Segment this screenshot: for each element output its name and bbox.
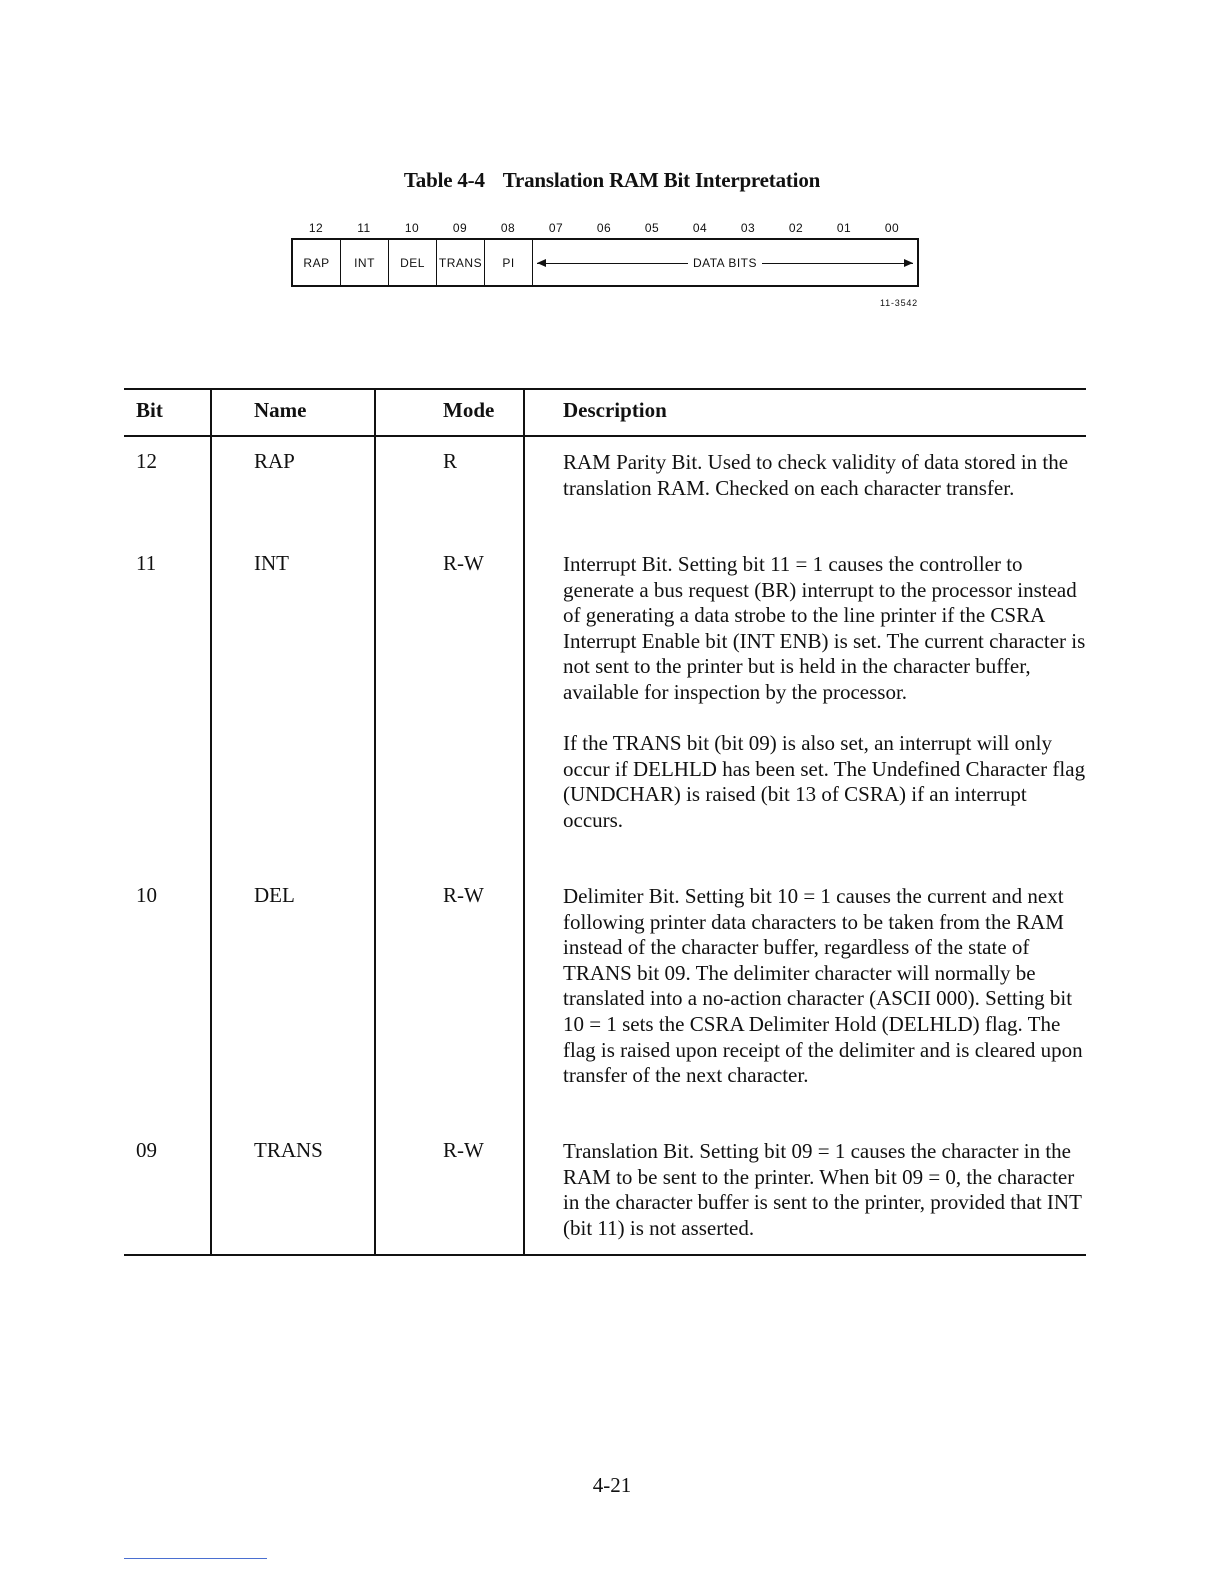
bit-number: 03 xyxy=(740,221,756,235)
register-field-int: INT xyxy=(341,240,389,285)
table-caption: Translation RAM Bit Interpretation xyxy=(502,168,821,192)
register-field-data-bits xyxy=(533,240,917,285)
bit-number: 05 xyxy=(644,221,660,235)
row-description xyxy=(563,450,1087,501)
bit-number: 09 xyxy=(452,221,468,235)
row-mode: R-W xyxy=(443,883,484,907)
header-mode: Mode xyxy=(443,398,495,422)
register-field-trans: TRANS xyxy=(437,240,485,285)
row-mode: R xyxy=(443,449,458,473)
description-paragraph: Interrupt Bit. Setting bit 11 = 1 causes the controller to generate a bus request (BR) interrupt to the processor instead of generating a data strobe to the line printer if the CSRA Interrupt Enable bit (INT ENB) is set. The current character is not sent to the printer but is held in the character buffer, available for inspection by the processor. xyxy=(563,552,1086,704)
row-description xyxy=(563,552,1087,834)
register-field-pi: PI xyxy=(485,240,533,285)
description-paragraph: Delimiter Bit. Setting bit 10 = 1 causes the current and next following printer data characters to be taken from the RAM instead of the character buffer, regardless of the state of TRANS bit 09. The delimiter character will normally be translated into a no-action character (ASCII 000). Setting bit 10 = 1 sets the CSRA Delimiter Hold (DELHLD) flag. The flag is raised upon receipt of the delimiter and is cleared upon transfer of the next character. xyxy=(563,884,1083,1088)
register-diagram xyxy=(291,238,919,287)
figure-id: 11-3542 xyxy=(880,298,918,308)
bit-number: 12 xyxy=(308,221,324,235)
description-paragraph: RAM Parity Bit. Used to check validity of data stored in the translation RAM. Checked on each character transfer. xyxy=(563,450,1069,500)
bit-number: 11 xyxy=(357,221,371,235)
row-name: TRANS xyxy=(254,1138,323,1162)
description-paragraph: Translation Bit. Setting bit 09 = 1 causes the character in the RAM to be sent to the printer. When bit 09 = 0, the character in the character buffer is sent to the printer, provided that INT (bit 11) is not asserted. xyxy=(563,1139,1082,1240)
footer-rule xyxy=(124,1558,267,1559)
bit-number: 02 xyxy=(788,221,804,235)
bit-number: 04 xyxy=(692,221,708,235)
bit-number: 00 xyxy=(884,221,900,235)
bit-interpretation-table xyxy=(124,388,1086,1256)
column-divider xyxy=(523,390,525,1254)
bit-number: 06 xyxy=(596,221,612,235)
row-mode: R-W xyxy=(443,1138,484,1162)
row-description xyxy=(563,884,1087,1089)
row-bit: 12 xyxy=(136,449,157,473)
table-number: Table 4-4 xyxy=(403,168,485,192)
column-divider xyxy=(210,390,212,1254)
bit-number: 07 xyxy=(548,221,564,235)
row-name: RAP xyxy=(254,449,295,473)
row-name: DEL xyxy=(254,883,295,907)
header-name: Name xyxy=(254,398,307,422)
bit-number: 08 xyxy=(500,221,516,235)
register-field-del: DEL xyxy=(389,240,437,285)
header-description: Description xyxy=(563,398,667,422)
row-name: INT xyxy=(254,551,289,575)
row-mode: R-W xyxy=(443,551,484,575)
row-bit: 11 xyxy=(136,551,157,575)
column-divider xyxy=(374,390,376,1254)
header-divider xyxy=(124,435,1086,437)
register-field-rap: RAP xyxy=(293,240,341,285)
table-title xyxy=(0,168,1224,193)
bit-number: 10 xyxy=(404,221,420,235)
row-description xyxy=(563,1139,1087,1241)
row-bit: 10 xyxy=(136,883,157,907)
description-paragraph: If the TRANS bit (bit 09) is also set, an interrupt will only occur if DELHLD has been set. The Undefined Character flag (UNDCHAR) is raised (bit 13 of CSRA) if an interrupt occurs. xyxy=(563,731,1086,832)
header-bit: Bit xyxy=(136,398,163,422)
row-bit: 09 xyxy=(136,1138,157,1162)
bit-number: 01 xyxy=(836,221,852,235)
bit-number-row xyxy=(292,221,920,237)
data-bits-label: DATA BITS xyxy=(688,256,762,270)
page-number: 4-21 xyxy=(592,1473,632,1497)
